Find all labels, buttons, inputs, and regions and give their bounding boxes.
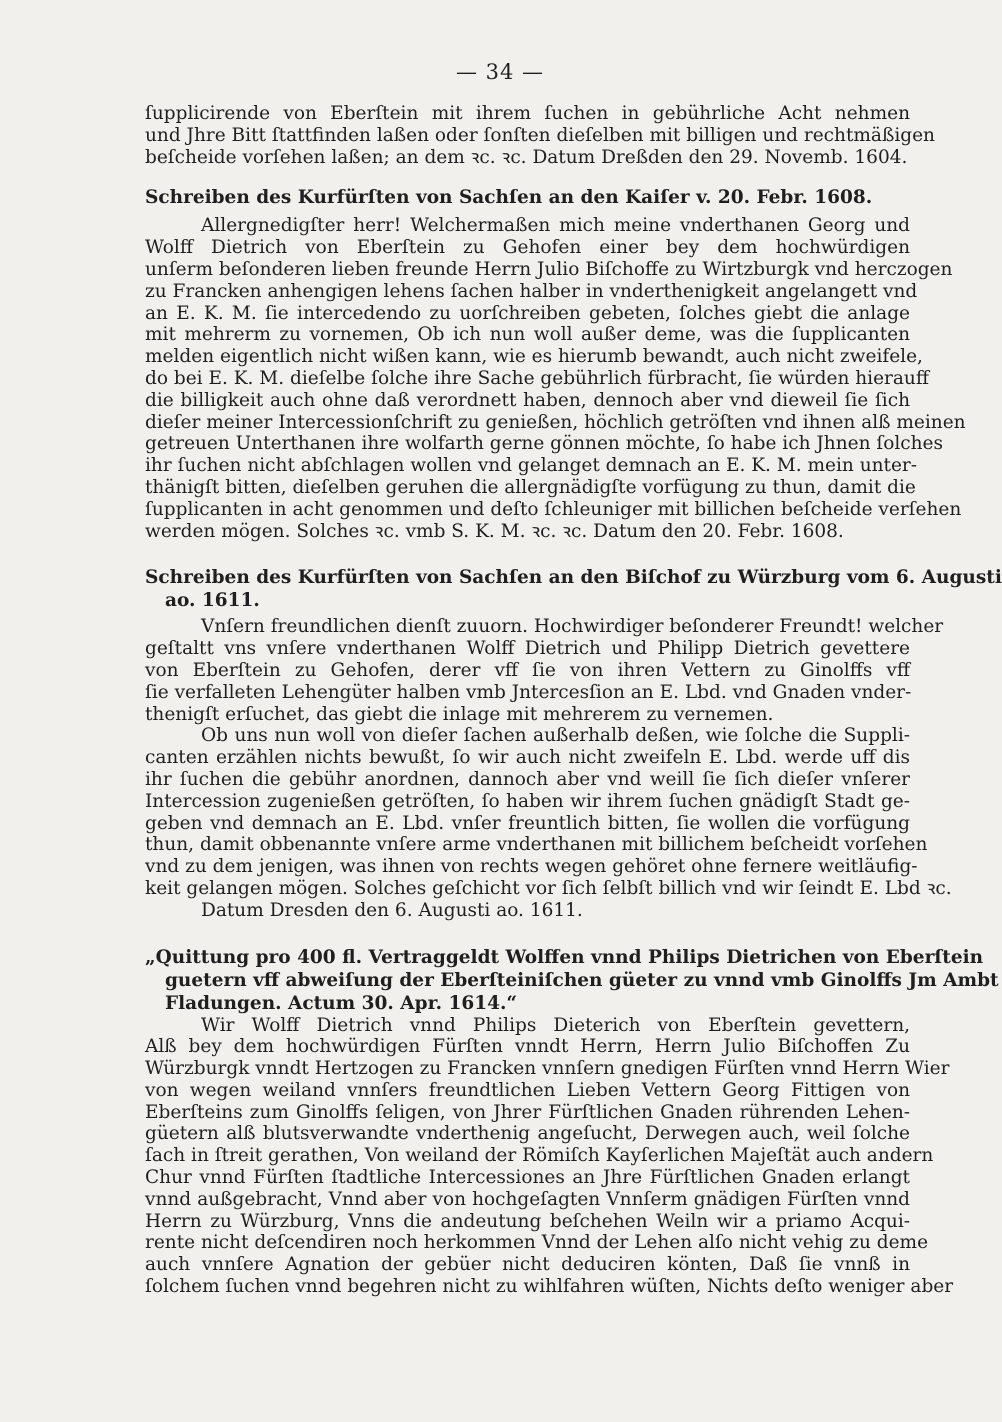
intro-paragraph — [145, 103, 935, 168]
text-line: beſcheide vorſehen laßen; an dem ꝛc. ꝛc. Datum Dreßden den 29. Novemb. 1604. — [145, 146, 908, 168]
text-line: Würzburgk vnndt Hertzogen zu Francken vnnſern gnedigen Fürſten vnnd Herrn Wier — [145, 1058, 950, 1080]
text-line: thun, damit obbenannte vnſere arme vnderthanen mit billichem beſcheidt vorſehen — [145, 834, 928, 856]
text-line: ihr ſuchen die gebühr anordnen, dannoch aber vnd weill ſie ſich dieſer vnſerer — [145, 768, 910, 790]
text-line: ihr ſuchen nicht abſchlagen wollen vnd gelanget demnach an E. K. M. mein unter- — [145, 455, 918, 477]
text-line: Wolff Dietrich von Eberſtein zu Gehofen einer bey dem hochwürdigen — [145, 237, 910, 259]
section-heading-continuation: guetern vff abweiſung der Eberſteiniſchen güeter zu vnnd vmb Ginolffs Jm Ambt — [165, 969, 999, 991]
text-line: güetern alß blutsverwandte vnderthenig angeſucht, Derwegen auch, weil ſolche — [145, 1123, 910, 1145]
text-line: dieſer meiner Intercessionſchrift zu genießen, höchlich getröſten vnd ihnen alß meinen — [145, 411, 966, 433]
text-line: Chur vnnd Fürſten ſtadtliche Intercessiones an Jhre Fürſtlichen Gnaden erlangt — [145, 1167, 910, 1189]
text-line: ſie verfalleten Lehengüter halben vmb Jntercesſion an E. Lbd. vnd Gnaden vnder- — [145, 681, 912, 703]
text-line: Intercession zugenießen getröſten, ſo haben wir ihrem ſuchen gnädigſt Stadt ge- — [145, 790, 910, 812]
text-line: vnnd außgebracht, Vnnd aber von hochgeſagten Vnnſerm gnädigen Fürſten vnnd — [145, 1188, 910, 1210]
text-line: keit gelangen mögen. Solches geſchicht vor ſich ſelbſt billich vnd wir ſeindt E. Lbd ꝛc. — [145, 877, 952, 899]
page-number: — 34 — — [455, 60, 545, 84]
text-line: Herrn zu Würzburg, Vnns die andeutung beſchehen Weiln wir a priamo Acqui- — [145, 1210, 910, 1232]
section-heading-continuation: ao. 1611. — [165, 590, 260, 612]
text-line: geben vnd demnach an E. Lbd. vnſer freuntlich bitten, ſie wollen die vorfügung — [145, 812, 910, 834]
text-line: und Jhre Bitt ſtattfinden laßen oder ſonſten dieſelben mit billigen und rechtmäßigen — [145, 124, 935, 146]
text-line: die billigkeit auch ohne daß verordnett haben, dennoch aber vnd dieweil ſie ſich — [145, 389, 910, 411]
section-receipt — [145, 946, 999, 1298]
text-line: Wir Wolff Dietrich vnnd Philips Dieterich von Eberſtein gevettern, — [201, 1014, 910, 1036]
text-line: rente nicht deſcendiren noch herkommen Vnnd der Lehen alſo nicht vehig zu deme — [145, 1232, 929, 1254]
text-line: auch vnnſere Agnation der gebüer nicht deduciren könten, Daß ſie vnnß in — [145, 1254, 910, 1276]
text-line: mit mehrerm zu vornemen, Ob ich nun woll außer deme, was die ſupplicanten — [145, 324, 910, 346]
text-line: thänigſt bitten, dieſelben geruhen die allergnädigſte vorfügung zu thun, damit die — [145, 476, 916, 498]
text-line: ſupplicanten in acht genommen und deſto ſchleuniger mit billichen beſcheide verſehen — [145, 498, 962, 520]
text-line: zu Francken anhengigen lehens ſachen halber in vnderthenigkeit angelangett vnd — [145, 280, 918, 302]
text-line: canten erzählen nichts bewußt, ſo wir auch nicht zweifeln E. Lbd. werde uff dis — [145, 747, 910, 769]
text-line: Eberſteins zum Ginolffs ſeligen, von Jhrer Fürſtlichen Gnaden rührenden Lehen- — [145, 1101, 910, 1123]
text-line: ſupplicirende von Eberſtein mit ihrem ſuchen in gebührliche Acht nehmen — [145, 103, 910, 124]
page-content — [145, 103, 1002, 1298]
section-heading: Schreiben des Kurfürſten von Sachſen an den Kaiſer v. 20. Febr. 1608. — [145, 187, 873, 209]
text-line: geſtaltt vns vnſere vnderthanen Wolff Dietrich und Philipp Dietrich gevettere — [145, 638, 910, 660]
section-letter-to-emperor — [145, 186, 966, 542]
text-line: werden mögen. Solches ꝛc. vmb S. K. M. ꝛc. ꝛc. Datum den 20. Febr. 1608. — [145, 520, 844, 542]
text-line: vnd zu dem jenigen, was ihnen von rechts wegen gehöret ohne fernere weitläufig- — [145, 856, 918, 878]
text-line: do bei E. K. M. dieſelbe ſolche ihre Sache gebührlich fürbracht, ſie würden hierauff — [145, 367, 929, 389]
text-line: unſerm beſonderen lieben freunde Herrn Julio Biſchoffe zu Wirtzburgk vnd herczogen — [145, 258, 953, 280]
text-line: thenigſt erſuchet, das giebt die inlage mit mehrerem zu vernemen. — [145, 703, 774, 725]
text-line: an E. K. M. ſie intercedendo zu uorſchreiben gebeten, ſolches giebt die anlage — [145, 302, 910, 324]
text-line: getreuen Unterthanen ihre wolfarth gerne gönnen möchte, ſo habe ich Jhnen ſolches — [145, 433, 943, 455]
date-line: Datum Dresden den 6. Augusti ao. 1611. — [201, 899, 583, 921]
text-line: ſach in ſtreit gerathen, Von weiland der Römiſch Kayſerlichen Majeſtät auch andern — [145, 1145, 934, 1167]
text-line: Allergnedigſter herr! Welchermaßen mich meine vnderthanen Georg und — [201, 215, 910, 237]
text-line: melden eigentlich nicht wißen kann, wie es hierumb bewandt, auch nicht zweifele, — [145, 346, 923, 368]
section-heading: „Quittung pro 400 fl. Vertraggeldt Wolffen vnnd Philips Dietrichen von Eberſtein — [145, 946, 984, 968]
section-heading: Schreiben des Kurfürſten von Sachſen an den Biſchof zu Würzburg vom 6. Augusti — [145, 567, 1002, 589]
text-line: Alß bey dem hochwürdigen Fürſten vnndt Herrn, Herrn Julio Biſchoffen Zu — [145, 1036, 910, 1058]
text-line: Ob uns nun woll von dieſer ſachen außerhalb deßen, wie ſolche die Suppli- — [201, 725, 910, 747]
section-heading-continuation: Fladungen. Actum 30. Apr. 1614.“ — [165, 992, 518, 1014]
text-line: ſolchem ſuchen vnnd begehren nicht zu wihlfahren wüſten, Nichts deſto weniger aber — [145, 1276, 954, 1298]
text-line: Vnſern freundlichen dienſt zuuorn. Hochwirdiger beſonderer Freundt! welcher — [201, 616, 944, 638]
text-line: von Eberſtein zu Gehofen, derer vff ſie von ihren Vettern zu Ginolffs vff — [145, 659, 910, 681]
text-line: von wegen weiland vnnſers freundtlichen Lieben Vettern Georg Fittigen von — [145, 1079, 910, 1101]
section-letter-to-bishop — [145, 566, 1002, 921]
